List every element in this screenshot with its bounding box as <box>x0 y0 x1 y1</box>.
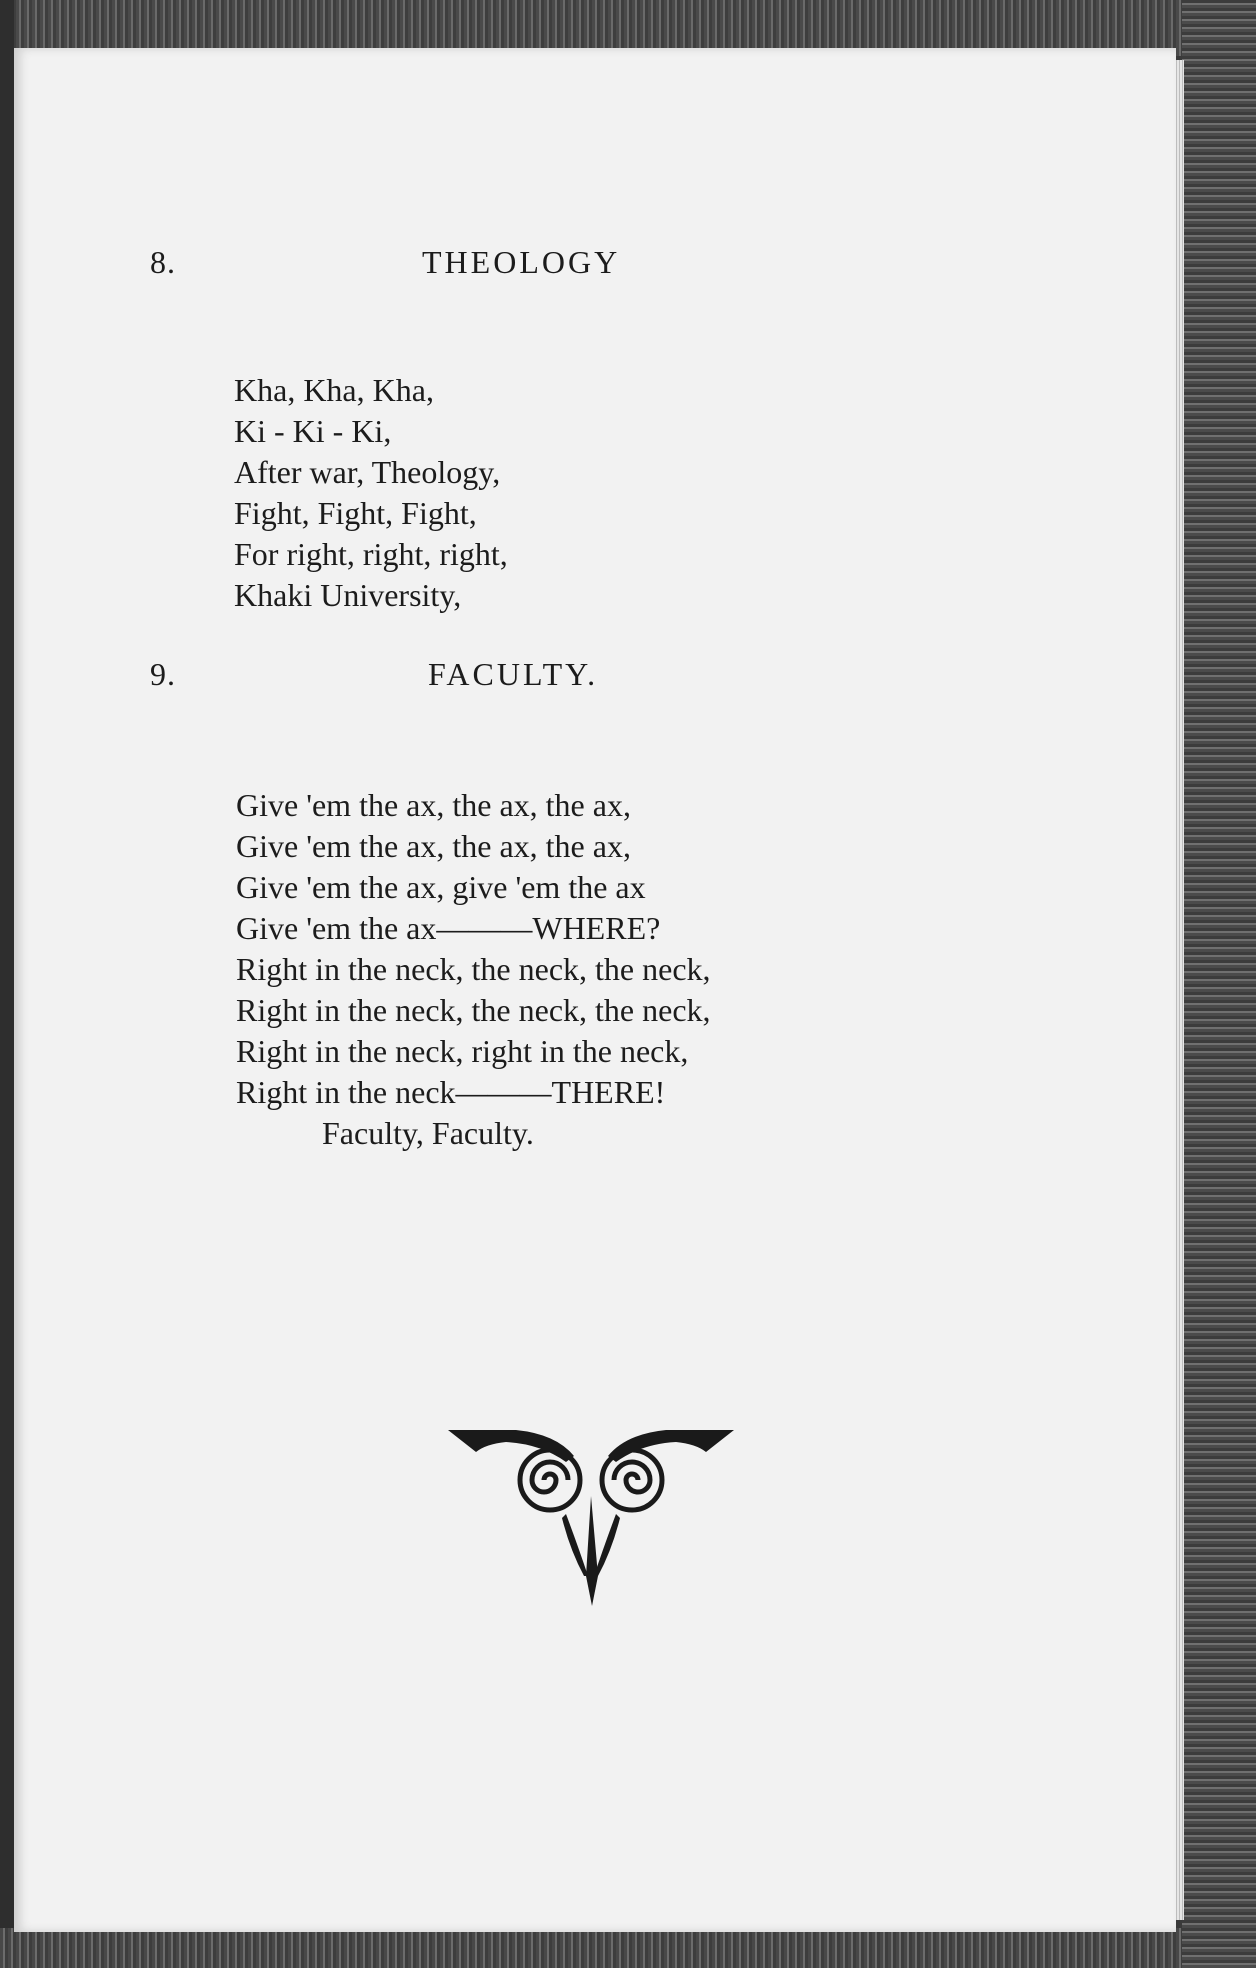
section-number: 8. <box>150 244 176 280</box>
verse-line: Fight, Fight, Fight, <box>234 495 477 531</box>
verse-line: Kha, Kha, Kha, <box>234 372 434 408</box>
spiral-tailpiece-ornament-icon <box>446 1426 736 1606</box>
binding-bottom-edge <box>0 1928 1256 1968</box>
section-title: FACULTY. <box>428 656 599 692</box>
verse-line: Give 'em the ax, give 'em the ax <box>236 869 646 905</box>
section-number: 9. <box>150 656 176 692</box>
verse-line: After war, Theology, <box>234 454 501 490</box>
verse-line: Give 'em the ax, the ax, the ax, <box>236 828 631 864</box>
verse-line: Give 'em the ax———WHERE? <box>236 910 661 946</box>
binding-right-edge <box>1182 0 1256 1968</box>
verse-faculty <box>236 785 711 1154</box>
verse-line: Right in the neck———THERE! <box>236 1074 666 1110</box>
book-page <box>14 48 1176 1932</box>
verse-line: Khaki University, <box>234 577 462 613</box>
verse-line: Right in the neck, the neck, the neck, <box>236 951 711 987</box>
verse-line: Right in the neck, right in the neck, <box>236 1033 689 1069</box>
verse-line: For right, right, right, <box>234 536 508 572</box>
verse-theology <box>234 370 508 616</box>
verse-line: Ki - Ki - Ki, <box>234 413 392 449</box>
verse-line: Give 'em the ax, the ax, the ax, <box>236 787 631 823</box>
section-title: THEOLOGY <box>422 244 621 280</box>
verse-line: Faculty, Faculty. <box>322 1115 534 1151</box>
binding-left-edge <box>0 0 14 1968</box>
verse-line: Right in the neck, the neck, the neck, <box>236 992 711 1028</box>
